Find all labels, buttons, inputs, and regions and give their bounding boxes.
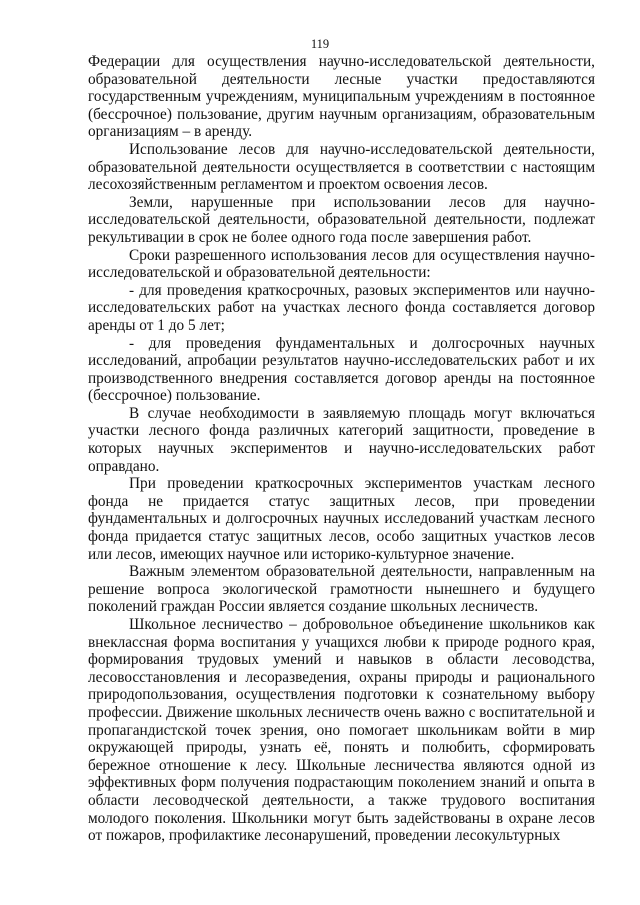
- paragraph: Сроки разрешенного использования лесов для осуществления научно-исследовательской и образовательной деятельности:: [88, 246, 595, 282]
- paragraph: - для проведения краткосрочных, разовых экспериментов или научно-исследовательских работ на участках лесного фонда составляется договор аренды от 1 до 5 лет;: [88, 281, 595, 334]
- paragraph: - для проведения фундаментальных и долгосрочных научных исследований, апробации результатов научно-исследовательских работ и их производственного внедрения составляется договор аренды на постоянное (бессрочное) пользование.: [88, 334, 595, 405]
- paragraph: Федерации для осуществления научно-исследовательской деятельности, образовательной деятельности лесные участки предоставляются государственным учреждениям, муниципальным учреждениям в постоянное (бессрочное) пользование, другим научным организациям, образовательным организациям – в аренду.: [88, 53, 595, 141]
- paragraph: Земли, нарушенные при использовании лесов для научно-исследовательской деятельности, образовательной деятельности, подлежат рекультивации в срок не более одного года после завершения работ.: [88, 193, 595, 246]
- paragraph: Важным элементом образовательной деятельности, направленным на решение вопроса экологической грамотности нынешнего и будущего поколений граждан России является создание школьных лесничеств.: [88, 563, 595, 616]
- body-text: [88, 53, 595, 845]
- paragraph: Использование лесов для научно-исследовательской деятельности, образовательной деятельности осуществляется в соответствии с настоящим лесохозяйственным регламентом и проектом освоения лесов.: [88, 140, 595, 194]
- paragraph: При проведении краткосрочных экспериментов участкам лесного фонда не придается статус защитных лесов, при проведении фундаментальных и долгосрочных научных исследований участкам лесного фонда придается статус защитных лесов, особо защитных участков лесов или лесов, имеющих научное или историко-культурное значение.: [88, 475, 595, 563]
- paragraph: Школьное лесничество – добровольное объединение школьников как внеклассная форма воспитания у учащихся любви к природе родного края, формирования трудовых умений и навыков в области лесоводства, лесовосстановления и лесоразведения, охраны природы и рационального природопользования, осуществления подготовки к сознательному выбору профессии. Движение школьных лесничеств очень важно с воспитательной и пропагандистской точек зрения, оно помогает школьникам войти в мир окружающей природы, узнать её, понять и полюбить, сформировать бережное отношение к лесу. Школьные лесничества являются одной из эффективных форм получения подрастающим поколением знаний и опыта в области лесоводческой деятельности, а также трудового воспитания молодого поколения. Школьники могут быть задействованы в охране лесов от пожаров, профилактике лесонарушений, проведении лесокультурных: [88, 616, 595, 845]
- paragraph: В случае необходимости в заявляемую площадь могут включаться участки лесного фонда различных категорий защитности, проведение в которых научных экспериментов и научно-исследовательских работ оправдано.: [88, 404, 595, 475]
- page-number: 119: [310, 37, 330, 51]
